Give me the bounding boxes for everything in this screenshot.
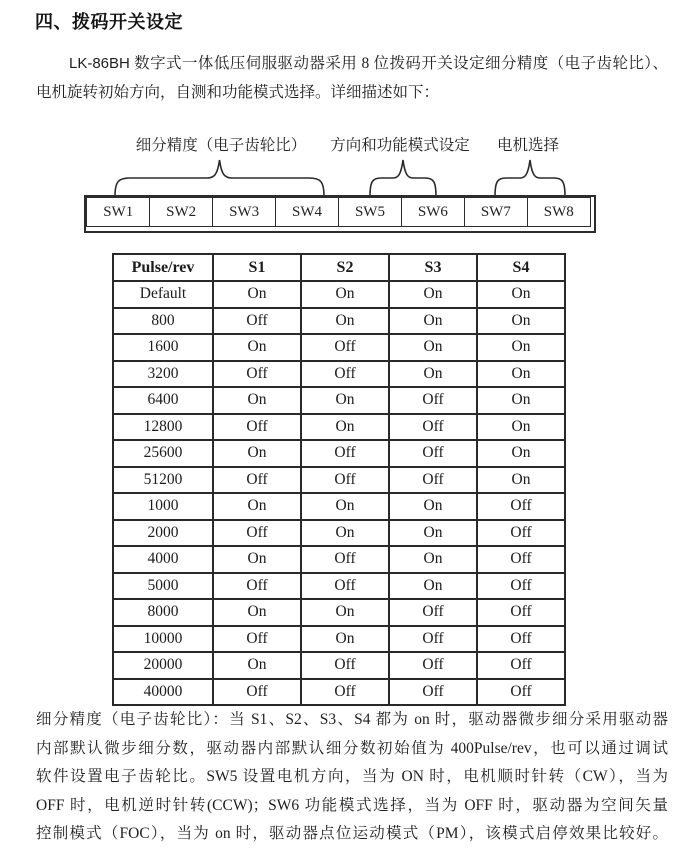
s3-state: Off xyxy=(389,387,477,414)
s4-state: Off xyxy=(477,573,565,600)
s4-state: On xyxy=(477,361,565,388)
description-line-1: 细分精度（电子齿轮比）：当 S1、S2、S3、S4 都为 on 时，驱动器微步细分采用驱动器 xyxy=(36,711,668,728)
pulse-value: 1600 xyxy=(113,334,213,361)
sw7-cell: SW7 xyxy=(464,197,528,227)
pulse-value: Default xyxy=(113,281,213,308)
pulse-settings-table xyxy=(112,253,566,706)
sw8-cell: SW8 xyxy=(527,197,591,227)
s1-state: On xyxy=(213,281,301,308)
s2-state: Off xyxy=(301,573,389,600)
group-label-direction-mode: 方向和功能模式设定 xyxy=(330,137,470,154)
col-header-s1: S1 xyxy=(213,254,301,281)
s3-state: Off xyxy=(389,652,477,679)
table-row xyxy=(113,652,565,679)
pulse-value: 40000 xyxy=(113,679,213,706)
intro-line-2: 电机旋转初始方向，自测和功能模式选择。详细描述如下： xyxy=(36,84,440,101)
s2-state: On xyxy=(301,493,389,520)
s2-state: On xyxy=(301,281,389,308)
col-header-pulse-rev: Pulse/rev xyxy=(113,254,213,281)
s1-state: On xyxy=(213,599,301,626)
pulse-value: 12800 xyxy=(113,414,213,441)
description-line-5: 控制模式（FOC），当为 on 时，驱动器点位运动模式（PM），该模式启停效果比较好。 xyxy=(36,825,668,843)
col-header-s2: S2 xyxy=(301,254,389,281)
pulse-value: 25600 xyxy=(113,440,213,467)
s2-state: Off xyxy=(301,361,389,388)
sw1-cell: SW1 xyxy=(86,197,150,227)
description-paragraph xyxy=(36,706,668,848)
s4-state: On xyxy=(477,281,565,308)
description-line-4: OFF 时，电机逆时针转(CCW)；SW6 功能模式选择，当为 OFF 时，驱动器为空间矢量 xyxy=(36,796,668,814)
s1-state: On xyxy=(213,493,301,520)
s1-state: Off xyxy=(213,679,301,706)
s4-state: On xyxy=(477,334,565,361)
dip-switch-cells xyxy=(86,197,591,227)
pulse-value: 51200 xyxy=(113,467,213,494)
description-line-2: 内部默认微步细分数，驱动器内部默认细分数初始值为 400Pulse/rev，也可以通过调试 xyxy=(36,739,668,757)
table-row xyxy=(113,281,565,308)
pulse-value: 10000 xyxy=(113,626,213,653)
group-label-motor-select: 电机选择 xyxy=(496,137,560,154)
s4-state: Off xyxy=(477,652,565,679)
table-row xyxy=(113,626,565,653)
s1-state: Off xyxy=(213,573,301,600)
s1-state: Off xyxy=(213,520,301,547)
s4-state: Off xyxy=(477,626,565,653)
s4-state: On xyxy=(477,467,565,494)
s3-state: Off xyxy=(389,626,477,653)
s2-state: On xyxy=(301,626,389,653)
s1-state: On xyxy=(213,440,301,467)
pulse-value: 2000 xyxy=(113,520,213,547)
s2-state: Off xyxy=(301,652,389,679)
brace-subdivision-icon xyxy=(114,159,325,197)
s1-state: Off xyxy=(213,308,301,335)
s2-state: Off xyxy=(301,467,389,494)
intro-line-1 xyxy=(36,49,668,78)
s1-state: Off xyxy=(213,626,301,653)
s4-state: Off xyxy=(477,546,565,573)
s3-state: On xyxy=(389,281,477,308)
s2-state: On xyxy=(301,387,389,414)
pulse-value: 3200 xyxy=(113,361,213,388)
sw6-cell: SW6 xyxy=(401,197,465,227)
s4-state: On xyxy=(477,308,565,335)
s4-state: Off xyxy=(477,599,565,626)
table-row xyxy=(113,599,565,626)
s1-state: On xyxy=(213,652,301,679)
table-row xyxy=(113,520,565,547)
s1-state: On xyxy=(213,546,301,573)
s3-state: On xyxy=(389,546,477,573)
s1-state: On xyxy=(213,334,301,361)
s4-state: On xyxy=(477,387,565,414)
table-row xyxy=(113,467,565,494)
s3-state: On xyxy=(389,361,477,388)
s4-state: On xyxy=(477,414,565,441)
s1-state: Off xyxy=(213,414,301,441)
s3-state: On xyxy=(389,573,477,600)
s1-state: Off xyxy=(213,361,301,388)
table-row xyxy=(113,414,565,441)
pulse-value: 800 xyxy=(113,308,213,335)
table-row xyxy=(113,308,565,335)
s2-state: Off xyxy=(301,679,389,706)
s2-state: On xyxy=(301,414,389,441)
s4-state: On xyxy=(477,440,565,467)
description-line-3: 软件设置电子齿轮比。SW5 设置电机方向，当为 ON 时，电机顺时针转（CW），当为 xyxy=(36,768,668,786)
s3-state: Off xyxy=(389,414,477,441)
s2-state: On xyxy=(301,308,389,335)
pulse-value: 8000 xyxy=(113,599,213,626)
pulse-value: 6400 xyxy=(113,387,213,414)
s3-state: On xyxy=(389,334,477,361)
s4-state: Off xyxy=(477,679,565,706)
s3-state: Off xyxy=(389,679,477,706)
table-row xyxy=(113,387,565,414)
s4-state: Off xyxy=(477,493,565,520)
s2-state: Off xyxy=(301,440,389,467)
table-row xyxy=(113,546,565,573)
sw5-cell: SW5 xyxy=(338,197,402,227)
model-name: LK-86BH xyxy=(69,55,130,72)
sw2-cell: SW2 xyxy=(149,197,213,227)
table-header-row xyxy=(113,254,565,281)
s3-state: Off xyxy=(389,599,477,626)
col-header-s4: S4 xyxy=(477,254,565,281)
table-row xyxy=(113,679,565,706)
pulse-value: 4000 xyxy=(113,546,213,573)
pulse-value: 5000 xyxy=(113,573,213,600)
s3-state: On xyxy=(389,520,477,547)
s3-state: On xyxy=(389,493,477,520)
group-label-subdivision: 细分精度（电子齿轮比） xyxy=(135,137,307,154)
s3-state: Off xyxy=(389,440,477,467)
intro-line-1-text: 数字式一体低压伺服驱动器采用 8 位拨码开关设定细分精度（电子齿轮比）、 xyxy=(129,55,668,72)
s2-state: Off xyxy=(301,334,389,361)
s3-state: On xyxy=(389,308,477,335)
s2-state: On xyxy=(301,520,389,547)
table-row xyxy=(113,493,565,520)
s2-state: Off xyxy=(301,546,389,573)
table-row xyxy=(113,573,565,600)
s1-state: Off xyxy=(213,467,301,494)
s3-state: Off xyxy=(389,467,477,494)
pulse-value: 1000 xyxy=(113,493,213,520)
intro-paragraph xyxy=(36,49,668,107)
table-row xyxy=(113,361,565,388)
dip-switch-row xyxy=(84,195,596,233)
sw4-cell: SW4 xyxy=(275,197,339,227)
brace-direction-mode-icon xyxy=(369,159,437,197)
s4-state: Off xyxy=(477,520,565,547)
section-heading: 四、拨码开关设定 xyxy=(35,12,183,32)
pulse-value: 20000 xyxy=(113,652,213,679)
s2-state: On xyxy=(301,599,389,626)
table-row xyxy=(113,440,565,467)
brace-motor-select-icon xyxy=(494,159,566,197)
s1-state: On xyxy=(213,387,301,414)
table-row xyxy=(113,334,565,361)
col-header-s3: S3 xyxy=(389,254,477,281)
sw3-cell: SW3 xyxy=(212,197,276,227)
